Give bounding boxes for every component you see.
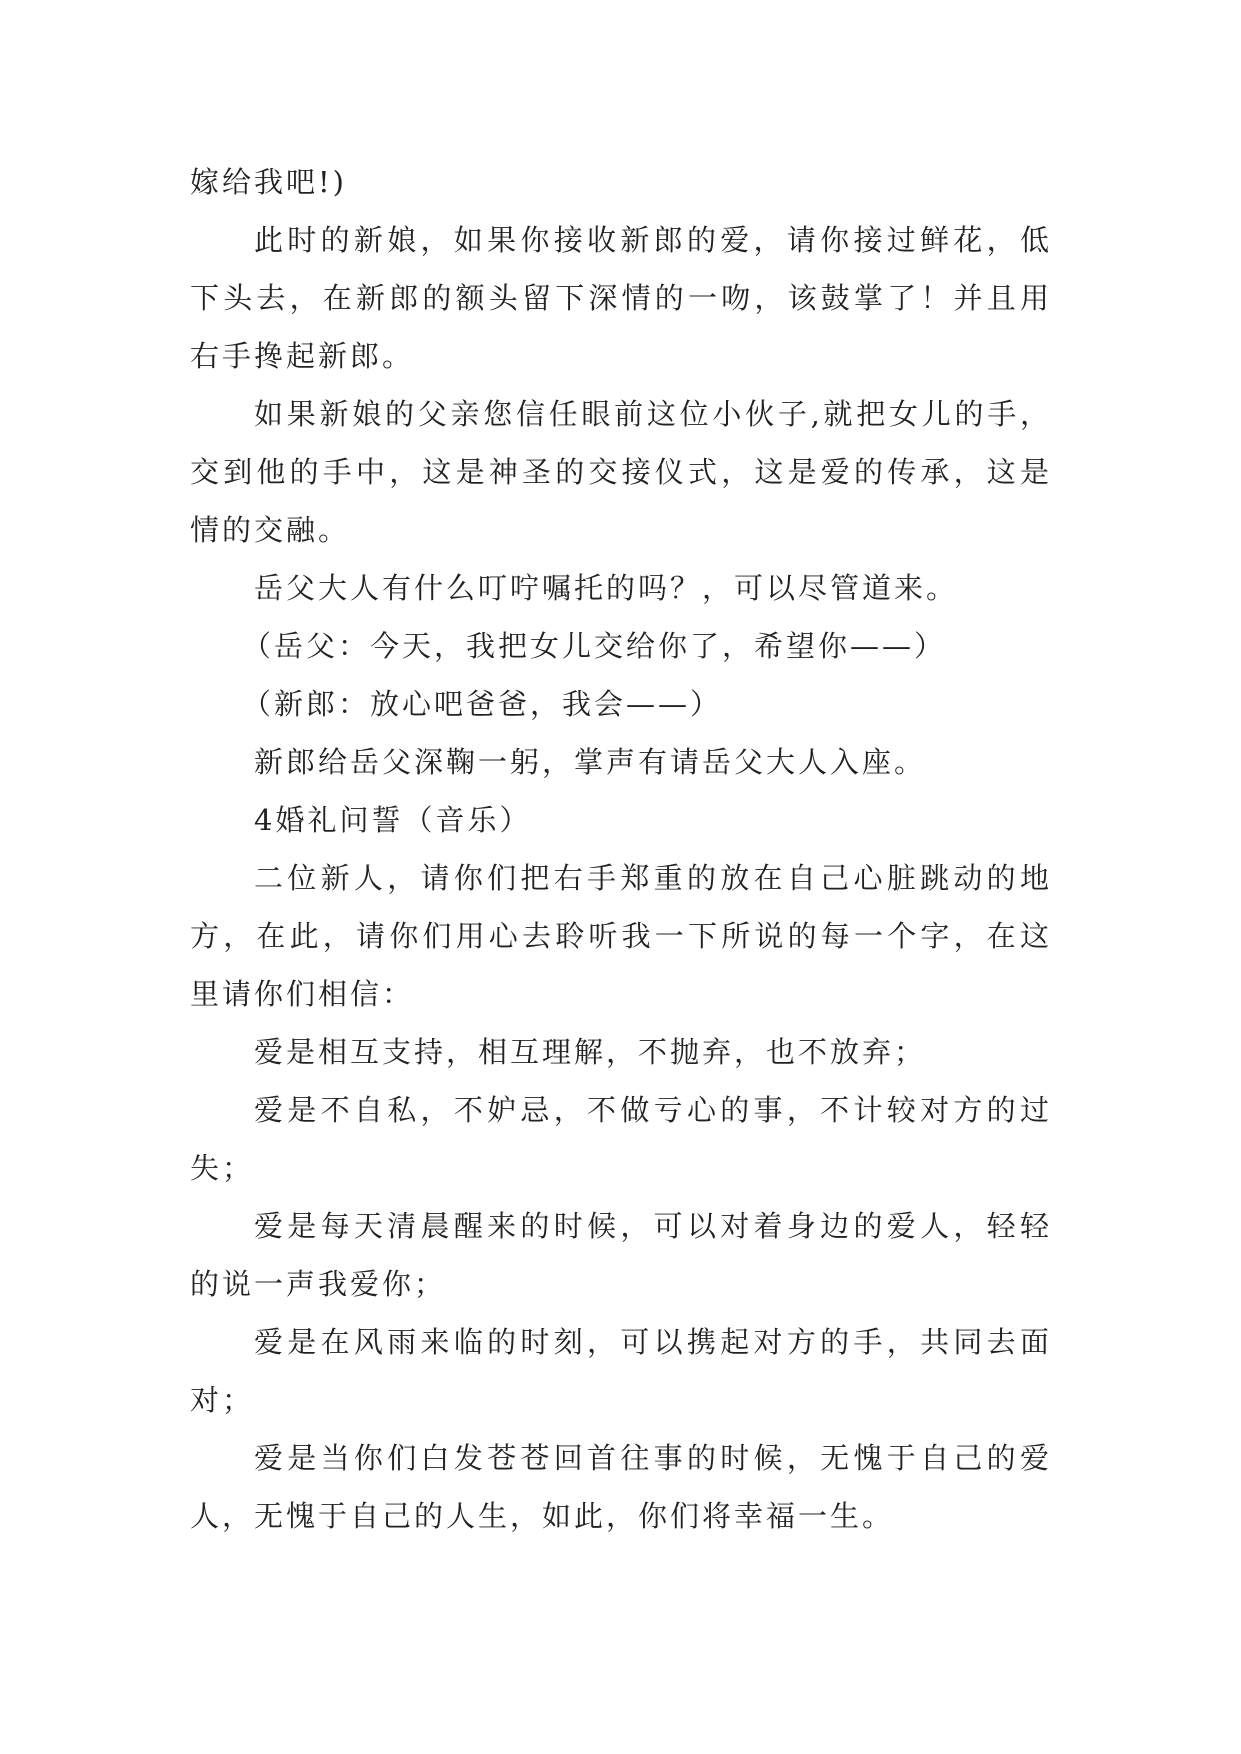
document-page — [190, 153, 1052, 1545]
paragraph-love-storm: 爱是在风雨来临的时刻，可以携起对方的手，共同去面对； — [190, 1325, 1052, 1417]
section-heading-vows: 4婚礼问誓（音乐） — [254, 803, 532, 837]
paragraph-vow-intro: 二位新人，请你们把右手郑重的放在自己心脏跳动的地方，在此，请你们用心去聆听我一下所说的每一个字，在这里请你们相信： — [190, 861, 1052, 1011]
paragraph-love-old-age: 爱是当你们白发苍苍回首往事的时候，无愧于自己的爱人，无愧于自己的人生，如此，你们将幸福一生。 — [190, 1441, 1052, 1533]
paragraph-father-handover: 如果新娘的父亲您信任眼前这位小伙子,就把女儿的手，交到他的手中，这是神圣的交接仪式，这是爱的传承，这是情的交融。 — [190, 397, 1052, 547]
paragraph-father-line: （岳父：今天，我把女儿交给你了，希望你——） — [242, 629, 947, 663]
paragraph-love-unselfish: 爱是不自私，不妒忌，不做亏心的事，不计较对方的过失； — [190, 1093, 1052, 1185]
paragraph-love-morning: 爱是每天清晨醒来的时候，可以对着身边的爱人，轻轻的说一声我爱你； — [190, 1209, 1052, 1301]
paragraph-father-words: 岳父大人有什么叮咛嘱托的吗？，可以尽管道来。 — [254, 571, 959, 605]
paragraph-closing-line: 嫁给我吧!) — [190, 165, 347, 199]
paragraph-bride-accepts: 此时的新娘，如果你接收新郎的爱，请你接过鲜花，低下头去，在新郎的额头留下深情的一吻，该鼓掌了！并且用右手搀起新郎。 — [190, 223, 1052, 373]
paragraph-love-support: 爱是相互支持，相互理解，不抛弃，也不放弃； — [254, 1035, 927, 1069]
paragraph-groom-bows: 新郎给岳父深鞠一躬，掌声有请岳父大人入座。 — [254, 745, 927, 779]
paragraph-groom-line: （新郎：放心吧爸爸，我会——） — [242, 687, 723, 721]
